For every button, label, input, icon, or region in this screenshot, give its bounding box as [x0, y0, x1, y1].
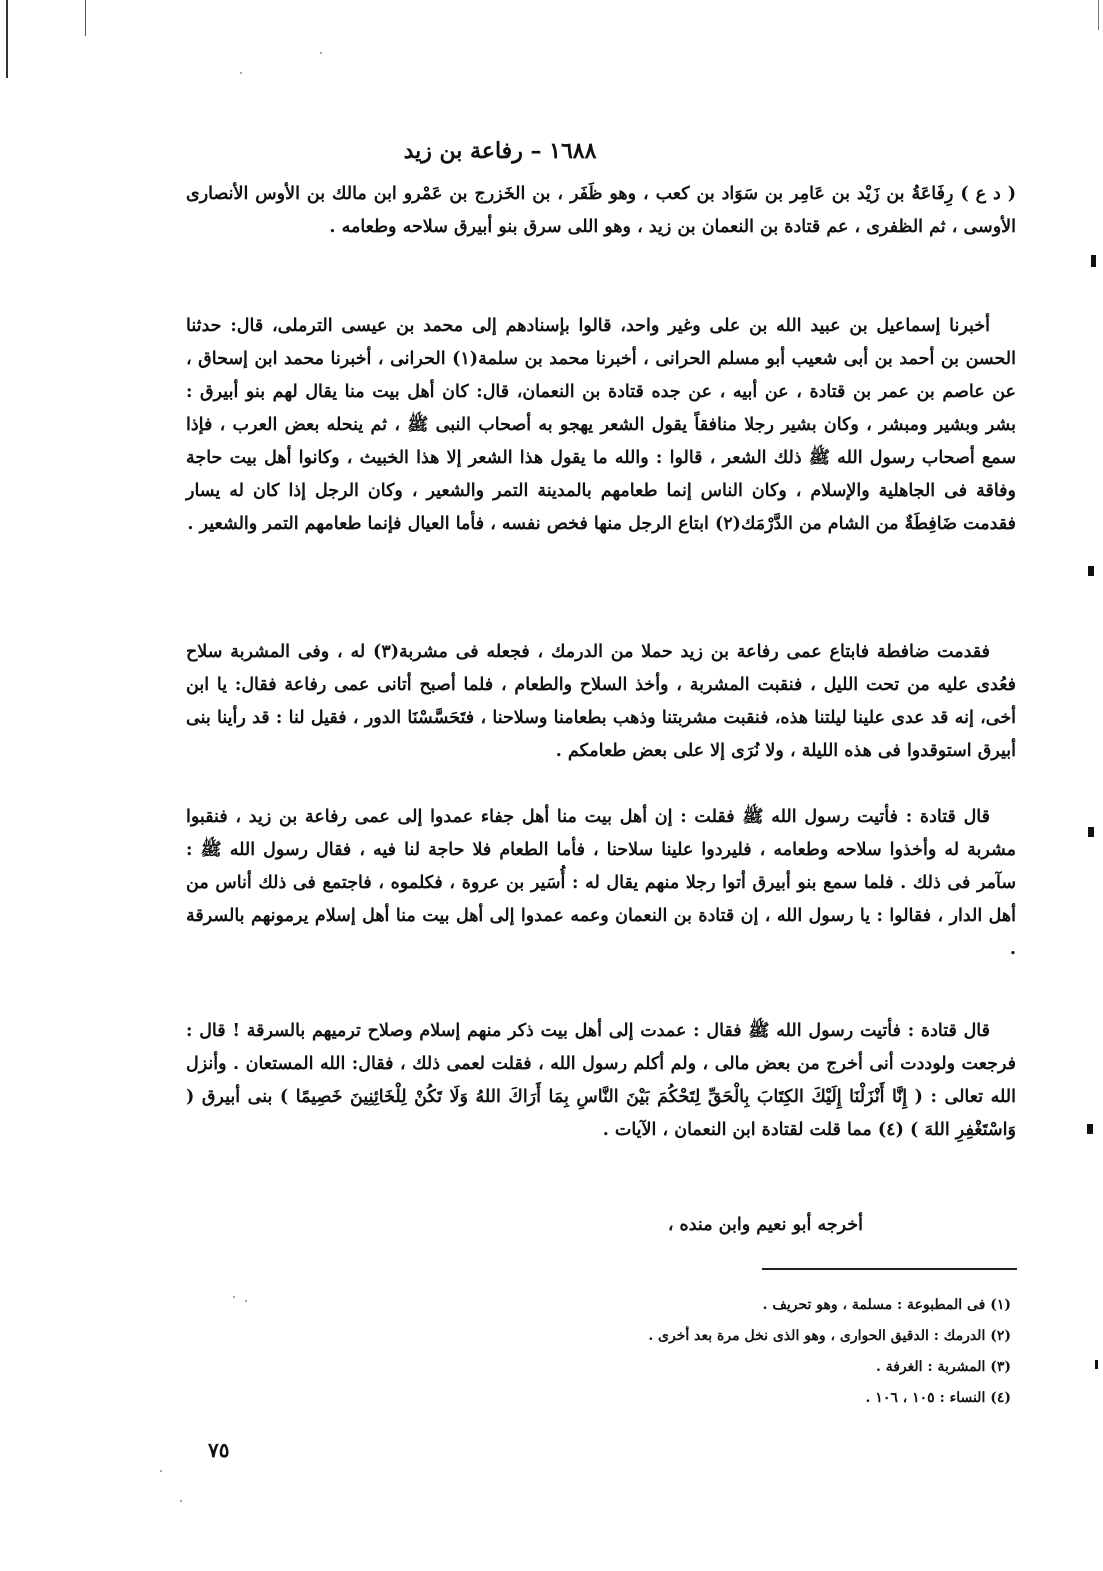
paragraph-text: قال قتادة : فأتيت رسول الله ﷺ فقلت : إن أهل بيت منا أهل جفاء عمدوا إلى عمى رفاعة بن زيد ، فنقبوا مشربة له وأخذوا سلاحه وطعامه ، فليردوا علينا سلاحنا ، فأما الطعام فلا حاجة لنا فيه ، فقال رسول الله ﷺ : سآمر فى ذلك . فلما سمع بنو أبيرق أتوا رجلا منهم يقال له : أُسَير بن عروة ، فكلموه ، فاجتمع فى ذلك أناس من أهل الدار ، فقالوا : يا رسول الله ، إن قتادة بن النعمان وعمه عمدوا إلى أهل بيت منا أهل إسلام يرمونهم بالسرقة . [186, 807, 1016, 959]
margin-mark [1091, 255, 1096, 267]
paragraph-2 [186, 310, 1016, 541]
margin-mark [1095, 1360, 1098, 1369]
scan-border-line [6, 0, 8, 78]
paragraph-text: قال قتادة : فأتيت رسول الله ﷺ فقال : عمدت إلى أهل بيت ذكر منهم إسلام وصلاح ترميهم بالسرقة ! قال : فرجعت ولوددت أنى أخرج من بعض مالى ، ولم أكلم رسول الله ، فقلت لعمى ذلك ، فقال: الله المستعان . وأنزل الله تعالى : ( إِنَّا أَنْزَلْنَا إِلَيْكَ الكِتَابَ بِالْحَقِّ لِتَحْكُمَ بَيْنَ النَّاسِ بِمَا أَرَاكَ اللهُ وَلَا تَكُنْ لِلْخَائِنِينَ خَصِيمًا ) بنى أبيرق ( وَاسْتَغْفِرِ اللهَ ) (٤) مما قلت لقتادة ابن النعمان ، الآيات . [186, 1021, 1016, 1140]
page-number: ٧٥ [208, 1438, 230, 1462]
paragraph-text: ( د ع ) رِفَاعَةُ بن زَيْد بن عَامِر بن سَوَاد بن كعب ، وهو ظَفَر ، بن الخَزرج بن عَمْرو ابن مالك بن الأوس الأنصارى الأوسى ، ثم الظفرى ، عم قتادة بن النعمان بن زيد ، وهو اللى سرق بنو أبيرق سلاحه وطعامه . [186, 184, 1016, 237]
paragraph-text: فقدمت ضافطة فابتاع عمى رفاعة بن زيد حملا من الدرمك ، فجعله فى مشربة(٣) له ، وفى المشربة سلاح فعُدى عليه من تحت الليل ، فنقبت المشربة ، وأخذ السلاح والطعام ، فلما أصبح أتانى عمى رفاعة فقال: يا ابن أخى، إنه قد عدى علينا ليلتنا هذه، فنقبت مشربتنا وذهب بطعامنا وسلاحنا ، فتَحَسَّسْنَا الدور ، فقيل لنا : قد رأينا بنى أبيرق استوقدوا فى هذه الليلة ، ولا نُرَى إلا على بعض طعامكم . [186, 642, 1016, 761]
scan-artifact-line [1098, 0, 1099, 30]
paragraph-4 [186, 801, 1016, 966]
margin-mark [1087, 1124, 1093, 1134]
footnote-1: (١) فى المطبوعة : مسلمة ، وهو تحريف . [762, 1297, 1011, 1313]
paragraph-text: أخبرنا إسماعيل بن عبيد الله بن على وغير واحد، قالوا بإسنادهم إلى محمد بن عيسى الترملى، قال: حدثنا الحسن بن أحمد بن أبى شعيب أبو مسلم الحرانى ، أخبرنا محمد بن سلمة(١) الحرانى ، أخبرنا محمد ابن إسحاق ، عن عاصم بن عمر بن قتادة ، عن أبيه ، عن جده قتادة بن النعمان، قال: كان أهل بيت منا يقال لهم بنو أبيرق : بشر وبشير ومبشر ، وكان بشير رجلا منافقاً يقول الشعر يهجو به أصحاب النبى ﷺ ، ثم ينحله بعض العرب ، فإذا سمع أصحاب رسول الله ﷺ ذلك الشعر ، قالوا : والله ما يقول هذا الشعر إلا هذا الخبيث ، وكانوا أهل بيت حاجة وفاقة فى الجاهلية والإسلام ، وكان الناس إنما طعامهم بالمدينة التمر والشعير ، وكان الرجل إذا كان له يسار فقدمت ضَافِطَةٌ من الشام من الدَّرْمَك(٢) ابتاع الرجل منها فخص نفسه ، فأما العيال فإنما طعامهم التمر والشعير . [186, 316, 1016, 534]
paragraph-3 [186, 636, 1016, 768]
entry-heading: ١٦٨٨ – رفاعة بن زيد [403, 138, 597, 164]
margin-mark [1088, 827, 1094, 837]
footnote-divider [762, 1268, 1017, 1270]
footnote-3: (٣) المشربة : الغرفة . [875, 1359, 1011, 1375]
footnote-4: (٤) النساء : ١٠٥ ، ١٠٦ . [865, 1390, 1011, 1406]
footnotes [491, 1290, 1011, 1414]
scan-artifact-line [85, 0, 86, 36]
paragraph-1 [186, 178, 1016, 244]
margin-mark [1088, 566, 1094, 576]
closing-line: أخرجه أبو نعيم وابن منده ، [667, 1215, 863, 1235]
footnote-2: (٢) الدرمك : الدقيق الحوارى ، وهو الذى نخل مرة بعد أخرى . [648, 1328, 1011, 1344]
paragraph-5 [186, 1015, 1016, 1147]
